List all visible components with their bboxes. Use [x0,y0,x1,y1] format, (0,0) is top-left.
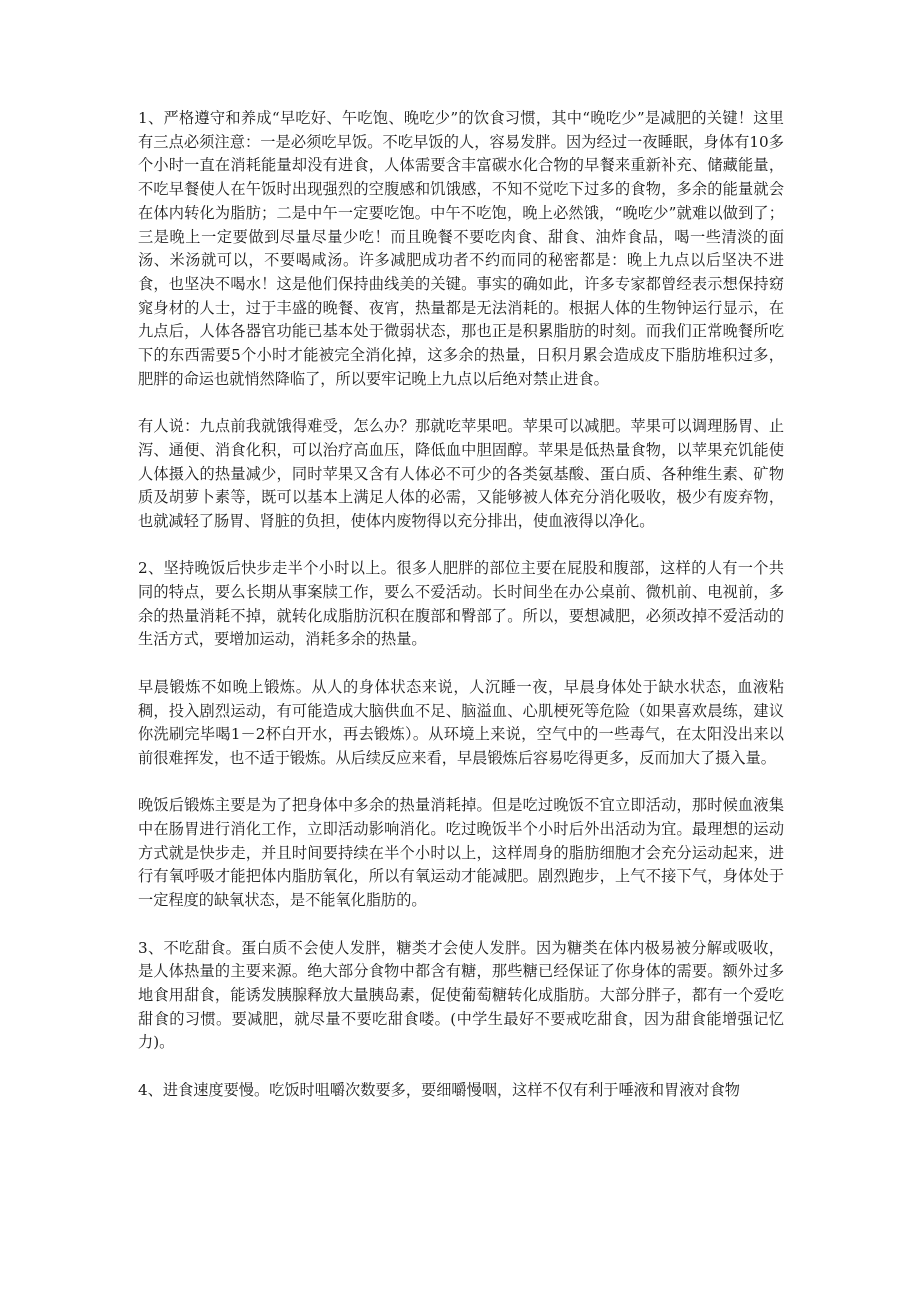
paragraph-eat-slowly: 4、进食速度要慢。吃饭时咀嚼次数要多，要细嚼慢咽，这样不仅有利于唾液和胃液对食物 [138,1080,740,1099]
paragraph-after-dinner-exercise: 晚饭后锻炼主要是为了把身体中多余的热量消耗掉。但是吃过晚饭不宜立即活动，那时候血液集中在肠胃进行消化工作，立即活动影响消化。吃过晚饭半个小时后外出活动为宜。最理想的运动方式就是快步走，并且时间要持续在半个小时以上，这样周身的脂肪细胞才会充分运动起来，进行有氧呼吸才能把体内脂肪氧化，所以有氧运动才能减肥。剧烈跑步，上气不接下气，身体处于一定程度的缺氧状态，是不能氧化脂肪的。 [138,796,784,910]
paragraph-morning-vs-evening-exercise: 早晨锻炼不如晚上锻炼。从人的身体状态来说，人沉睡一夜，早晨身体处于缺水状态，血液粘稠，投入剧烈运动，有可能造成大脑供血不足、脑溢血、心肌梗死等危险（如果喜欢晨练，建议你洗刷完毕喝1－2杯白开水，再去锻炼）。从环境上来说，空气中的一些毒气，在太阳没出来以前很难挥发，也不适于锻炼。从后续反应来看，早晨锻炼后容易吃得更多，反而加大了摄入量。 [138,677,784,767]
paragraph-no-sweets: 3、不吃甜食。蛋白质不会使人发胖，糖类才会使人发胖。因为糖类在体内极易被分解或吸收，是人体热量的主要来源。绝大部分食物中都含有糖，那些糖已经保证了你身体的需要。额外过多地食用甜食，能诱发胰腺释放大量胰岛素，促使葡萄糖转化成脂肪。大部分胖子，都有一个爱吃甜食的习惯。要减肥，就尽量不要吃甜食喽。(中学生最好不要戒吃甜食，因为甜食能增强记忆力)。 [138,938,784,1052]
document-body [138,107,784,1102]
paragraph-apple-tip: 有人说：九点前我就饿得难受，怎么办？那就吃苹果吧。苹果可以减肥。苹果可以调理肠胃、止泻、通便、消食化积，可以治疗高血压，降低血中胆固醇。苹果是低热量食物，以苹果充饥能使人体摄入的热量减少，同时苹果又含有人体必不可少的各类氨基酸、蛋白质、各种维生素、矿物质及胡萝卜素等，既可以基本上满足人体的必需，又能够被人体充分消化吸收，极少有废弃物，也就减轻了肠胃、肾脏的负担，使体内废物得以充分排出，使血液得以净化。 [138,417,784,530]
paragraph-evening-walk: 2、坚持晚饭后快步走半个小时以上。很多人肥胖的部位主要在屁股和腹部，这样的人有一个共同的特点，要么长期从事案牍工作，要么不爱活动。长时间坐在办公桌前、微机前、电视前，多余的热量消耗不掉，就转化成脂肪沉积在腹部和臀部了。所以，要想减肥，必须改掉不爱活动的生活方式，要增加运动，消耗多余的热量。 [138,559,784,649]
paragraph-breakfast-lunch-dinner-rule: 1、严格遵守和养成“早吃好、午吃饱、晚吃少”的饮食习惯，其中“晚吃少”是减肥的关键！这里有三点必须注意：一是必须吃早饭。不吃早饭的人，容易发胖。因为经过一夜睡眠，身体有10多个小时一直在消耗能量却没有进食，人体需要含丰富碳水化合物的早餐来重新补充、储藏能量，不吃早餐使人在午饭时出现强烈的空腹感和饥饿感，不知不觉吃下过多的食物，多余的能量就会在体内转化为脂肪；二是中午一定要吃饱。中午不吃饱，晚上必然饿，“晚吃少”就难以做到了；三是晚上一定要做到尽量尽量少吃！而且晚餐不要吃肉食、甜食、油炸食品，喝一些清淡的面汤、米汤就可以，不要喝咸汤。许多减肥成功者不约而同的秘密都是：晚上九点以后坚决不进食，也坚决不喝水！这是他们保持曲线美的关键。事实的确如此，许多专家都曾经表示想保持窈窕身材的人士，过于丰盛的晚餐、夜宵，热量都是无法消耗的。根据人体的生物钟运行显示，在九点后，人体各器官功能已基本处于微弱状态，那也正是积累脂肪的时刻。而我们正常晚餐所吃下的东西需要5个小时才能被完全消化掉，这多余的热量，日积月累会造成皮下脂肪堆积过多，肥胖的命运也就悄然降临了，所以要牢记晚上九点以后绝对禁止进食。 [138,109,784,388]
